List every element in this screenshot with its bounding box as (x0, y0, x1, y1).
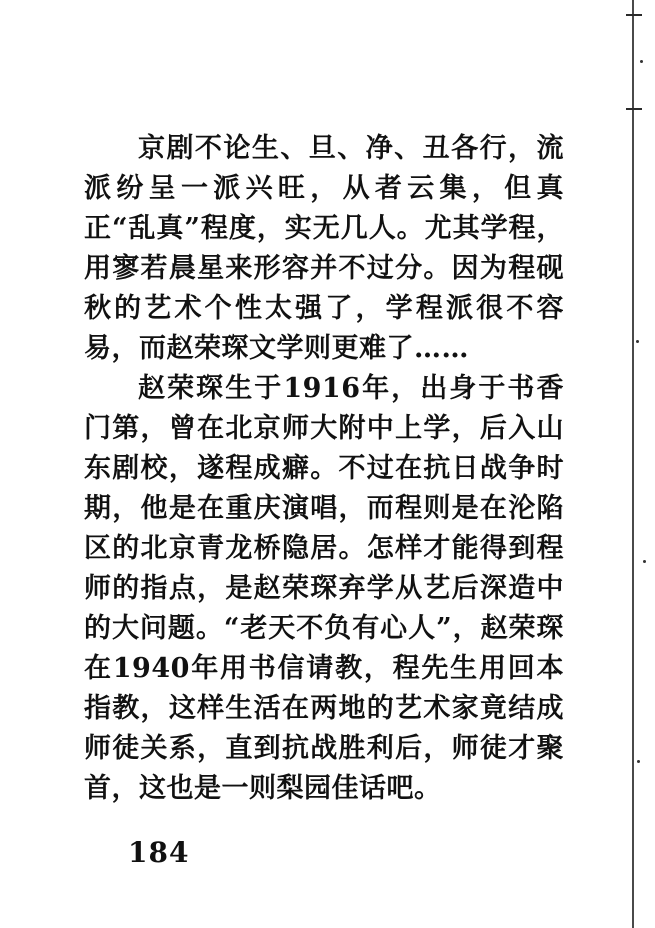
page-edge-line (632, 0, 634, 928)
scan-speck (640, 60, 643, 63)
scan-speck (643, 560, 646, 563)
scan-speck (636, 340, 639, 343)
scan-speck (637, 760, 640, 763)
edge-tick-mark (626, 14, 642, 16)
paragraph-1: 京剧不论生、旦、净、丑各行，流派纷呈一派兴旺，从者云集，但真正“乱真”程度，实无几人。尤其学程，用寥若晨星来形容并不过分。因为程砚秋的艺术个性太强了，学程派很不容易，而赵荣琛文学则更难了…… (84, 133, 564, 364)
paragraph-2: 赵荣琛生于1916年，出身于书香门第，曾在北京师大附中上学，后入山东剧校，遂程成癖。不过在抗日战争时期，他是在重庆演唱，而程则是在沦陷区的北京青龙桥隐居。怎样才能得到程师的指点，是赵荣琛弃学从艺后深造中的大问题。“老天不负有心人”，赵荣琛在1940年用书信请教，程先生用回本指教，这样生活在两地的艺术家竟结成师徒关系，直到抗战胜利后，师徒才聚首，这也是一则梨园佳话吧。 (84, 373, 564, 804)
body-text (84, 129, 564, 809)
page-number: 184 (128, 836, 190, 869)
edge-tick-mark (626, 108, 642, 110)
